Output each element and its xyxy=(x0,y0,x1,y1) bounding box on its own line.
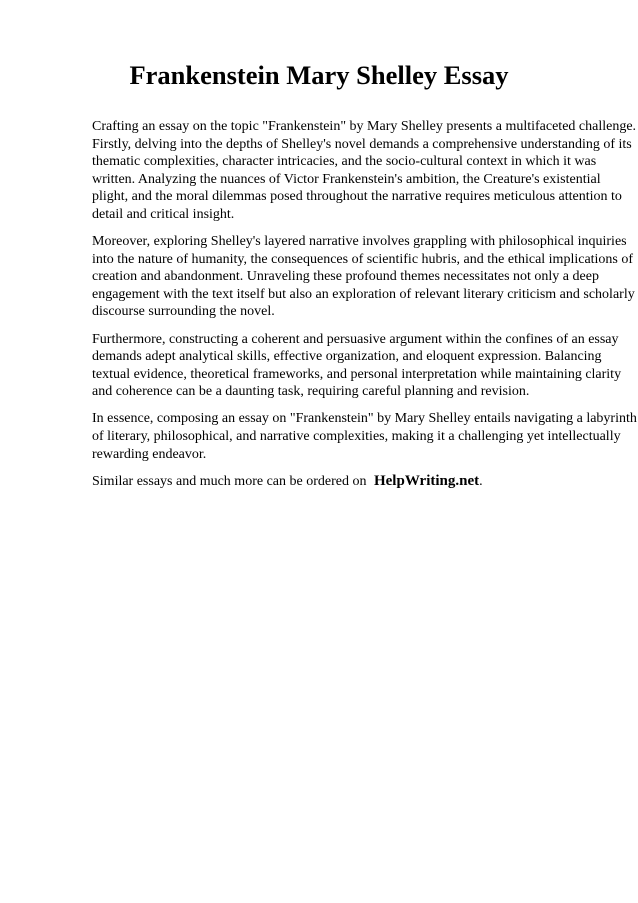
paragraph-line: rewarding endeavor. xyxy=(92,446,207,462)
paragraph-line: detail and critical insight. xyxy=(92,206,235,222)
paragraph-line: into the nature of humanity, the consequences of scientific hubris, and the ethical implications of xyxy=(92,251,634,267)
paragraph-line: textual evidence, theoretical frameworks, and personal interpretation while maintaining clarity xyxy=(92,366,622,382)
paragraph-line: Moreover, exploring Shelley's layered narrative involves grappling with philosophical inquiries xyxy=(92,234,627,250)
paragraph-line: Firstly, delving into the depths of Shelley's novel demands a comprehensive understanding of its xyxy=(92,136,632,152)
paragraph-2 xyxy=(92,233,635,321)
paragraph-line: creation and abandonment. Unraveling these profound themes necessitates not only a deep xyxy=(92,269,599,285)
paragraph-1 xyxy=(92,118,637,224)
paragraph-line: In essence, composing an essay on "Frankenstein" by Mary Shelley entails navigating a labyrinth xyxy=(92,411,637,427)
closing-text: Similar essays and much more can be ordered on xyxy=(92,474,367,490)
paragraph-line: and coherence can be a daunting task, requiring careful planning and revision. xyxy=(92,384,530,400)
page-title: Frankenstein Mary Shelley Essay xyxy=(129,60,509,90)
closing-period: . xyxy=(479,474,483,490)
paragraph-line: Crafting an essay on the topic "Frankenstein" by Mary Shelley presents a multifaceted challenge. xyxy=(92,119,637,134)
essay-body xyxy=(92,118,637,491)
paragraph-line: engagement with the text itself but also an exploration of relevant literary criticism and scholarly xyxy=(92,286,635,302)
paragraph-3 xyxy=(92,331,622,401)
paragraph-line: of literary, philosophical, and narrative complexities, making it a challenging yet intellectually xyxy=(92,429,621,444)
helpwriting-link[interactable]: HelpWriting.net xyxy=(373,473,480,490)
closing-line xyxy=(92,473,612,491)
paragraph-line: thematic complexities, character intricacies, and the socio-cultural context in which it was xyxy=(92,154,597,170)
paragraph-line: plight, and the moral dilemmas posed throughout the narrative requires meticulous attention to xyxy=(92,189,622,205)
paragraph-line: discourse surrounding the novel. xyxy=(92,304,275,320)
paragraph-4 xyxy=(92,410,637,463)
paragraph-line: Furthermore, constructing a coherent and persuasive argument within the confines of an essay xyxy=(92,331,619,347)
paragraph-line: demands adept analytical skills, effective organization, and eloquent expression. Balancing xyxy=(92,349,602,365)
paragraph-line: written. Analyzing the nuances of Victor Frankenstein's ambition, the Creature's existential xyxy=(92,171,601,187)
